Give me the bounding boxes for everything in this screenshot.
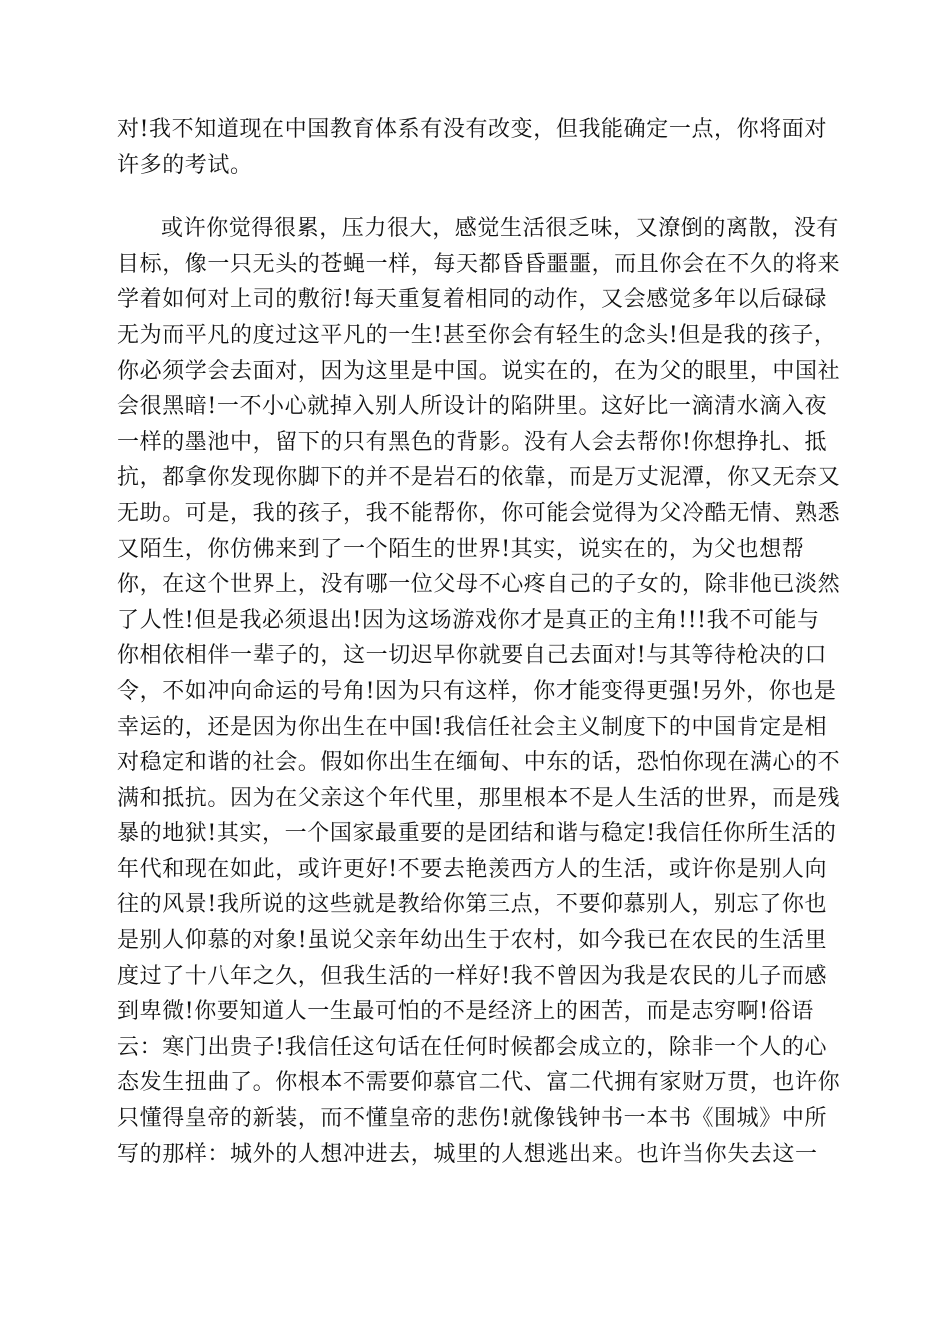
paragraph-2 (117, 211, 841, 1172)
text-line: 了人性!但是我必须退出!因为这场游戏你才是真正的主角!!!我不可能与 (117, 607, 820, 633)
text-line: 到卑微!你要知道人一生最可怕的不是经济上的困苦，而是志穷啊!俗语 (117, 999, 814, 1025)
text-line: 写的那样：城外的人想冲进去，城里的人想逃出来。也许当你失去这一 (117, 1141, 818, 1167)
text-line: 又陌生，你仿佛来到了一个陌生的世界!其实，说实在的，为父也想帮 (117, 536, 805, 562)
text-line: 态发生扭曲了。你根本不需要仰慕官二代、富二代拥有家财万贯，也许你 (117, 1070, 841, 1096)
text-line: 只懂得皇帝的新装，而不懂皇帝的悲伤!就像钱钟书一本书《围城》中所 (117, 1106, 828, 1132)
paragraph-spacer (117, 183, 837, 211)
text-line: 你必须学会去面对，因为这里是中国。说实在的，在为父的眼里，中国社 (117, 358, 841, 384)
text-line: 年代和现在如此，或许更好!不要去艳羡西方人的生活，或许你是别人向 (117, 856, 828, 882)
text-line: 会很黑暗!一不小心就掉入别人所设计的陷阱里。这好比一滴清水滴入夜 (117, 394, 828, 420)
text-line: 你相依相伴一辈子的，这一切迟早你就要自己去面对!与其等待枪决的口 (117, 643, 828, 669)
text-line: 学着如何对上司的敷衍!每天重复着相同的动作，又会感觉多年以后碌碌 (117, 287, 828, 313)
text-line: 往的风景!我所说的这些就是教给你第三点，不要仰慕别人，别忘了你也 (117, 892, 828, 918)
text-line: 许多的考试。 (117, 152, 253, 178)
text-line: 度过了十八年之久，但我生活的一样好!我不曾因为我是农民的儿子而感 (117, 963, 828, 989)
text-line: 对!我不知道现在中国教育体系有没有改变，但我能确定一点，你将面对 (117, 117, 828, 142)
text-line: 无为而平凡的度过这平凡的一生!甚至你会有轻生的念头!但是我的孩子， (117, 322, 837, 348)
text-line: 令，不如冲向命运的号角!因为只有这样，你才能变得更强!另外，你也是 (117, 678, 837, 704)
text-line: 满和抵抗。因为在父亲这个年代里，那里根本不是人生活的世界，而是残 (117, 785, 841, 811)
text-line: 幸运的，还是因为你出生在中国!我信任社会主义制度下的中国肯定是相 (117, 714, 828, 740)
text-line: 你，在这个世界上，没有哪一位父母不心疼自己的子女的，除非他已淡然 (117, 572, 841, 598)
paragraph-1 (117, 112, 837, 183)
text-line: 是别人仰慕的对象!虽说父亲年幼出生于农村，如今我已在农民的生活里 (117, 928, 828, 954)
text-line: 云：寒门出贵子!我信任这句话在任何时候都会成立的，除非一个人的心 (117, 1034, 828, 1060)
text-line-indented: 或许你觉得很累，压力很大，感觉生活很乏味，又潦倒的离散，没有 (161, 216, 840, 242)
document-body (117, 112, 841, 1172)
text-line: 一样的墨池中，留下的只有黑色的背影。没有人会去帮你!你想挣扎、抵 (117, 429, 828, 455)
text-line: 无助。可是，我的孩子，我不能帮你，你可能会觉得为父冷酷无情、熟悉 (117, 500, 841, 526)
text-line: 暴的地狱!其实，一个国家最重要的是团结和谐与稳定!我信任你所生活的 (117, 821, 837, 847)
text-line: 目标，像一只无头的苍蝇一样，每天都昏昏噩噩，而且你会在不久的将来 (117, 251, 841, 277)
text-line: 对稳定和谐的社会。假如你出生在缅甸、中东的话，恐怕你现在满心的不 (117, 750, 841, 776)
text-line: 抗，都拿你发现你脚下的并不是岩石的依靠，而是万丈泥潭，你又无奈又 (117, 465, 841, 491)
